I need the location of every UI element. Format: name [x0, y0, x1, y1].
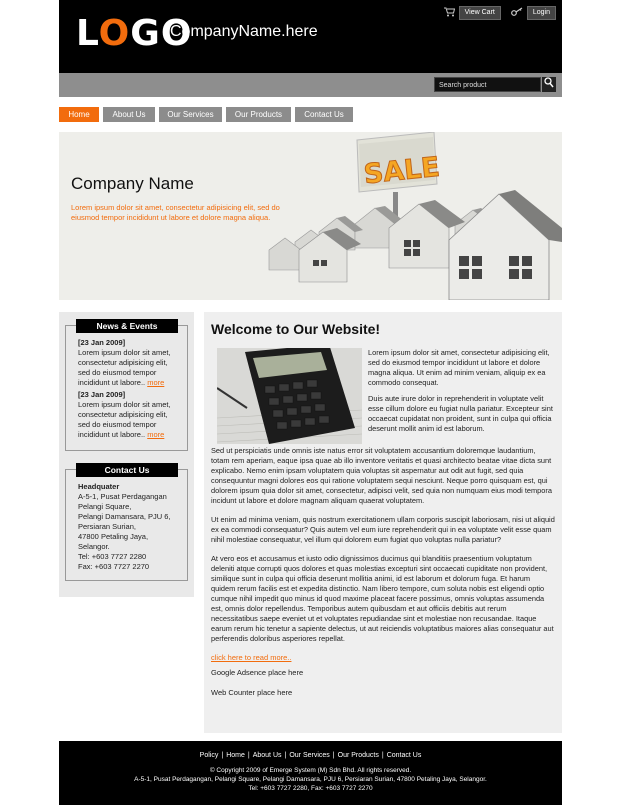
search-form: [434, 77, 556, 92]
footer-copyright: © Copyright 2009 of Emerge System (M) Sdn Bhd. All rights reserved.: [209, 767, 412, 774]
contact-title: Contact Us: [76, 463, 178, 477]
footer-link-about-us[interactable]: About Us: [252, 752, 282, 759]
page-wrapper: [59, 0, 562, 805]
paragraph: At vero eos et accusamus et iusto odio dignissimos ducimus qui blanditiis praesentium voluptatum deleniti atque corrupti quos dolores et quas molestias excepturi sint occaecati cupiditate non provident, similique sunt in culpa qui officia deserunt mollitia animi, id est laborum et dolorum fuga. Et harum quidem rerum facilis est et expedita distinctio. Nam libero tempore, cum soluta nobis est eligendi optio cumque nihil impedit quo minus id quod maxime placeat facere possimus, omnis voluptas assumenda est, omnis dolor repellendus. Temporibus autem quibusdam et aut officiis debitis aut rerum necessitatibus saepe eveniet ut et voluptates repudiandae sint et molestiae non recusandae. Itaque earum rerum hic tenetur a sapiente delectus, ut aut reiciendis voluptatibus maiores alias consequatur aut perferendis doloribus asperiores repellat.: [211, 554, 554, 643]
cart-icon: [444, 7, 455, 20]
search-input[interactable]: Search product: [434, 77, 541, 92]
counter-placeholder: Web Counter place here: [211, 688, 293, 697]
news-text: Lorem ipsum dolor sit amet, consectetur adipisicing elit, sed do eiusmod tempor incididunt ut labore..: [78, 348, 171, 387]
view-cart-link[interactable]: [444, 6, 501, 20]
hero-banner: [59, 132, 562, 300]
news-item: [78, 390, 179, 440]
contact-line: 47800 Petaling Jaya,: [78, 532, 149, 541]
login-link[interactable]: [511, 6, 556, 20]
view-cart-button[interactable]: View Cart: [459, 6, 501, 20]
sale-sign-text: SALE: [362, 151, 442, 191]
contact-line: A-5-1, Pusat Perdagangan: [78, 492, 167, 501]
login-button[interactable]: Login: [527, 6, 556, 20]
news-text: Lorem ipsum dolor sit amet, consectetur adipisicing elit, sed do eiusmod tempor incididunt ut labore..: [78, 400, 171, 439]
paragraph: Ut enim ad minima veniam, quis nostrum exercitationem ullam corporis suscipit laboriosam, nisi ut aliquid ex ea commodi consequatur? Quis autem vel eum iure reprehenderit qui in ea voluptate velit esse quam nihil molestiae consequatur, vel illum qui dolorem eum fugiat quo voluptas nulla pariatur?: [211, 515, 555, 544]
news-events-title: News & Events: [76, 319, 178, 333]
news-date: [23 Jan 2009]: [78, 338, 126, 347]
contact-line: Persiaran Surian,: [78, 522, 136, 531]
contact-box: [65, 465, 188, 581]
nav-home[interactable]: Home: [59, 107, 99, 122]
search-icon: [544, 80, 554, 91]
footer-separator: |: [284, 752, 287, 759]
contact-heading: Headquater: [78, 482, 120, 491]
footer-link-policy[interactable]: Policy: [199, 752, 219, 759]
nav-about-us[interactable]: About Us: [103, 107, 155, 122]
footer-separator: |: [247, 752, 250, 759]
news-events-box: [65, 321, 188, 451]
top-links: [444, 6, 556, 20]
search-button[interactable]: [542, 77, 556, 92]
news-date: [23 Jan 2009]: [78, 390, 126, 399]
footer-separator: |: [332, 752, 335, 759]
site-footer: [59, 741, 562, 805]
footer-separator: |: [221, 752, 224, 759]
contact-line: Pelangi Square,: [78, 502, 132, 511]
page-title: Welcome to Our Website!: [211, 321, 381, 337]
houses-sale-illustration: [259, 132, 562, 300]
key-icon: [511, 7, 523, 20]
footer-link-our-products[interactable]: Our Products: [337, 752, 379, 759]
footer-links: [59, 751, 562, 761]
logo[interactable]: LOGO: [76, 13, 193, 54]
news-more-link[interactable]: more: [147, 378, 165, 387]
sidebar: [59, 312, 194, 597]
content-columns: [59, 312, 562, 733]
footer-phone: Tel: +603 7727 2280, Fax: +603 7727 2270: [248, 785, 373, 792]
contact-phone: Tel: +603 7727 2280: [78, 552, 147, 561]
main-nav: [59, 107, 562, 122]
contact-line: Pelangi Damansara, PJU 6,: [78, 512, 171, 521]
news-item: [78, 338, 179, 388]
adsense-placeholder: Google Adsence place here: [211, 668, 304, 677]
footer-address: A-5-1, Pusat Perdagangan, Pelangi Square, Pelangi Damansara, PJU 6, Persiaran Surian, 47800 Petaling Jaya, Selangor.: [134, 776, 487, 783]
company-name: CompanyName.here: [170, 23, 318, 40]
banner-text: Lorem ipsum dolor sit amet, consectetur adipisicing elit, sed do eiusmod tempor incididunt ut labore et dolore magna aliqua.: [71, 203, 280, 222]
paragraph: Duis aute irure dolor in reprehenderit in voluptate velit esse cillum dolore eu fugiat nulla pariatur. Excepteur sint occaecat cupidatat non proident, sunt in culpa qui officia deserunt mollit anim id est laborum.: [368, 394, 553, 433]
footer-link-home[interactable]: Home: [226, 752, 245, 759]
calculator-photo: [217, 348, 362, 444]
news-more-link[interactable]: more: [147, 430, 165, 439]
site-header: [59, 0, 562, 73]
contact-line: Selangor.: [78, 542, 110, 551]
paragraph: Sed ut perspiciatis unde omnis iste natus error sit voluptatem accusantium doloremque laudantium, totam rem aperiam, eaque ipsa quae ab illo inventore veritatis et quasi architecto beatae vitae dicta sunt explicabo. Nemo enim ipsam voluptatem quia voluptas sit aspernatur aut odit aut fugit, sed quia consequuntur magni dolores eos qui ratione voluptatem sequi nesciunt. Neque porro quisquam est, qui dolorem ipsum quia dolor sit amet, consectetur, adipisci velit, sed quia non numquam eius modi tempora incidunt ut labore et dolore magnam aliquam quaerat voluptatem.: [211, 446, 552, 505]
footer-separator: |: [381, 752, 384, 759]
footer-link-our-services[interactable]: Our Services: [289, 752, 330, 759]
search-bar: [59, 73, 562, 97]
nav-our-services[interactable]: Our Services: [159, 107, 222, 122]
contact-fax: Fax: +603 7727 2270: [78, 562, 150, 571]
footer-link-contact-us[interactable]: Contact Us: [386, 752, 422, 759]
banner-title: Company Name: [71, 174, 194, 193]
read-more-link[interactable]: click here to read more..: [211, 653, 292, 662]
nav-our-products[interactable]: Our Products: [226, 107, 291, 122]
main-content: [204, 312, 562, 733]
intro-paragraph: Lorem ipsum dolor sit amet, consectetur adipisicing elit, sed do eiusmod tempor incididunt ut labore et dolore magna aliqua. Ut enim ad minim veniam, aliquip ex ea commodo consequat.: [368, 348, 550, 387]
nav-contact-us[interactable]: Contact Us: [295, 107, 353, 122]
